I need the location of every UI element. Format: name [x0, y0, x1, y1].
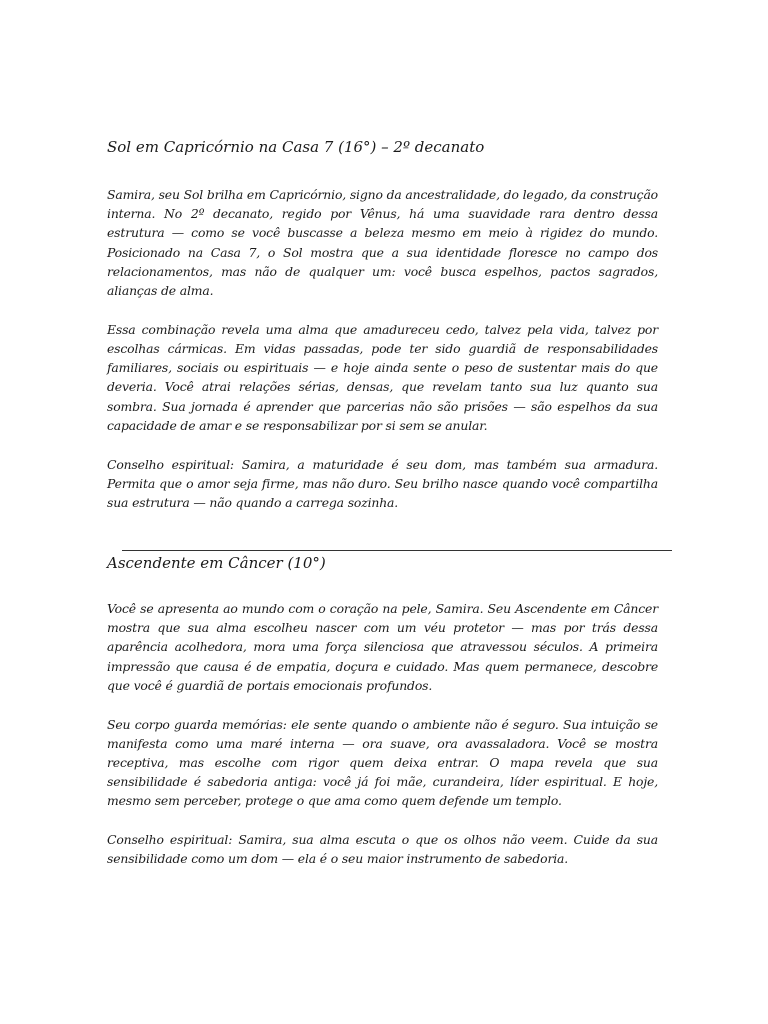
paragraph: Você se apresenta ao mundo com o coração na pele, Samira. Seu Ascendente em Câncer mostra que sua alma escolheu nascer com um véu protetor — mas por trás dessa aparência acolhedora, mora uma força silenciosa que atravessou séculos. A primeira impressão que causa é de empatia, doçura e cuidado. Mas quem permanece, descobre que você é guardiã de portais emocionais profundos. — [107, 601, 658, 693]
section-sun-capricorn — [107, 137, 658, 532]
paragraph: Seu corpo guarda memórias: ele sente quando o ambiente não é seguro. Sua intuição se manifesta como uma maré interna — ora suave, ora avassaladora. Você se mostra receptiva, mas escolhe com rigor quem deixa entrar. O mapa revela que sua sensibilidade é sabedoria antiga: você já foi mãe, curandeira, líder espiritual. E hoje, mesmo sem perceber, protege o que ama como quem defende um templo. — [107, 716, 658, 809]
paragraph: Samira, seu Sol brilha em Capricórnio, signo da ancestralidade, do legado, da construção interna. No 2º decanato, regido por Vênus, há uma suavidade rara dentro dessa estrutura — como se você buscasse a beleza mesmo em meio à rigidez do mundo. Posicionado na Casa 7, o Sol mostra que a sua identidade floresce no campo dos relacionamentos, mas não de qualquer um: você busca espelhos, pactos sagrados, alianças de alma. — [107, 187, 658, 299]
section-divider — [122, 550, 672, 551]
paragraph: Conselho espiritual: Samira, sua alma escuta o que os olhos não veem. Cuide da sua sensibilidade como um dom — ela é o seu maior instrumento de sabedoria. — [107, 832, 658, 867]
section-title-ascendant: Ascendente em Câncer (10°) — [107, 554, 326, 572]
paragraph: Essa combinação revela uma alma que amadureceu cedo, talvez pela vida, talvez por escolhas cármicas. Em vidas passadas, pode ter sido guardiã de responsabilidades familiares, sociais ou espirituais — e hoje ainda sente o peso de sustentar mais do que deveria. Você atrai relações sérias, densas, que revelam tanto sua luz quanto sua sombra. Sua jornada é aprender que parcerias não são prisões — são espelhos da sua capacidade de amar e se responsabilizar por si sem se anular. — [107, 321, 658, 433]
section-title-sun: Sol em Capricórnio na Casa 7 (16°) – 2º decanato — [107, 138, 485, 156]
paragraph: Conselho espiritual: Samira, a maturidade é seu dom, mas também sua armadura. Permita que o amor seja firme, mas não duro. Seu brilho nasce quando você compartilha sua estrutura — não quando a carrega sozinha. — [107, 456, 658, 511]
section-ascendant-cancer — [107, 553, 658, 888]
